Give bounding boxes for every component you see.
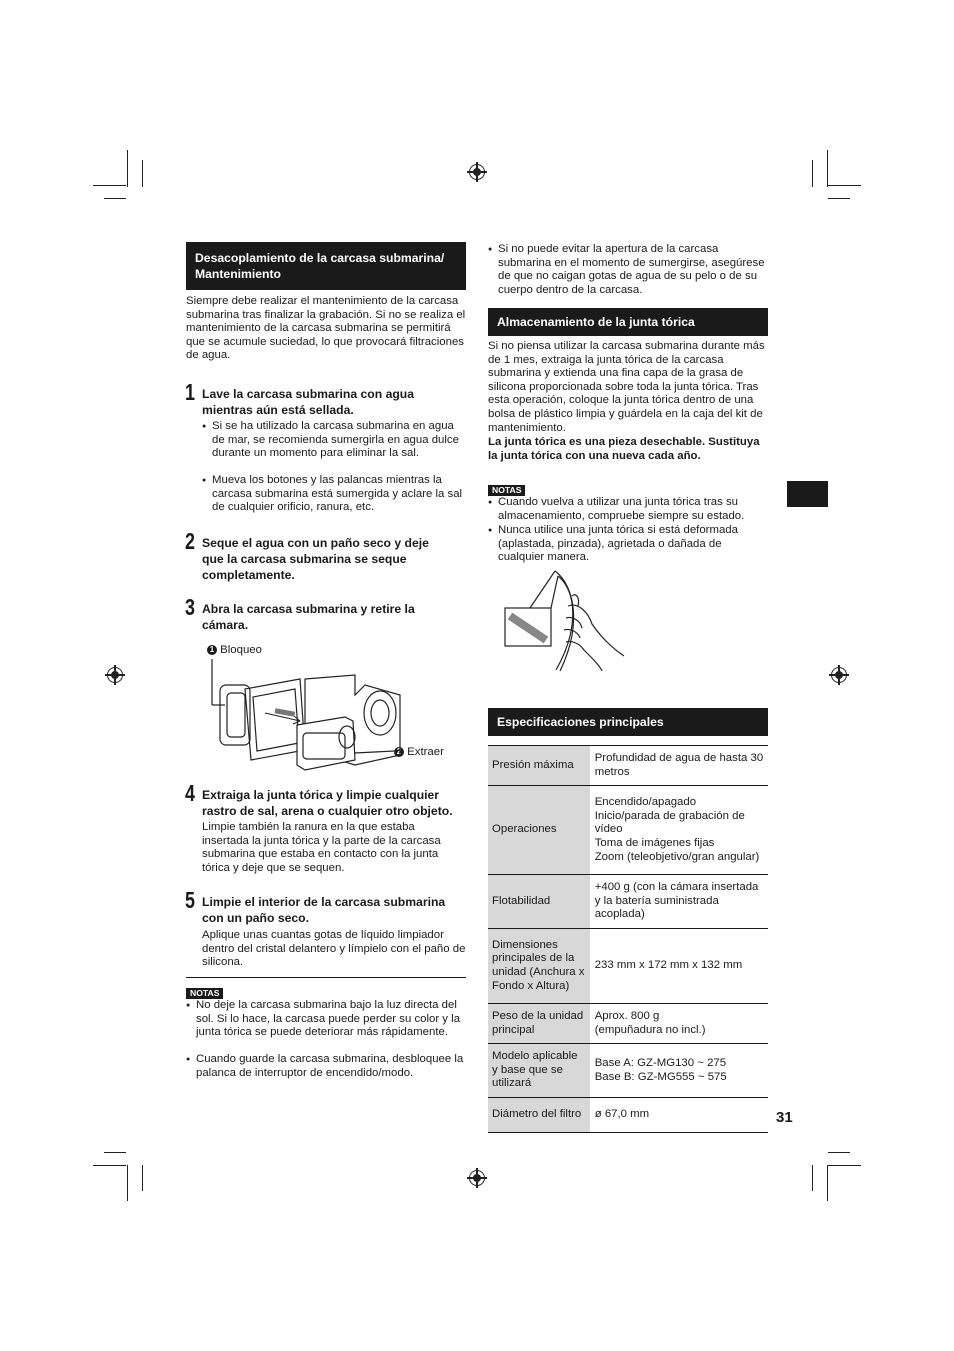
spec-key: Dimensiones principales de la unidad (Anchura x Fondo x Altura) [488,928,590,1003]
figure-callout-extract: 2 Extraer [394,746,444,758]
note-item: ● Nunca utilice una junta tórica si está deformada (aplastada, pinzada), agrietada o dañada de cualquier manera. [488,524,770,565]
spec-value: Encendido/apagado Inicio/parada de grabación de vídeo Toma de imágenes fijas Zoom (teleobjetivo/gran angular) [590,786,768,875]
step-body: Limpie también la ranura en la que estaba insertada la junta tórica y la parte de la carcasa submarina que estaba en contacto con la junta tórica y deje que se sequen. [202,821,441,874]
top-bullet: ● Si no puede evitar la apertura de la carcasa submarina en el momento de sumergirse, asegúrese de que no caigan gotas de agua de su pelo o de su cuerpo dentro de la carcasa. [488,243,774,297]
section-header-storage: Almacenamiento de la junta tórica [488,308,768,336]
step-title: Seque el agua con un paño seco y deje que la carcasa submarina se seque completamente. [202,536,429,582]
notes-label-left: NOTAS [186,988,223,999]
spec-key: Flotabilidad [488,875,590,929]
step-title: Limpie el interior de la carcasa submarina con un paño seco. [202,895,446,925]
spec-key: Modelo aplicable y base que se utilizará [488,1044,590,1098]
registration-mark-bottom [469,1170,485,1186]
o-ring-hand-illustration [500,566,630,676]
spec-value: Aprox. 800 g (empuñadura no incl.) [590,1003,768,1043]
table-row [488,786,768,875]
spec-value: ø 67,0 mm [590,1097,768,1132]
step-number: 1 [185,379,195,405]
note-item: ● No deje la carcasa submarina bajo la luz directa del sol. Si lo hace, la carcasa puede perder su color y la junta tórica se puede deteriorar más rápidamente. [186,999,466,1040]
notes-label-right: NOTAS [488,485,525,496]
step-title: Lave la carcasa submarina con agua mientras aún está sellada. [202,387,415,417]
spec-key: Operaciones [488,786,590,875]
registration-mark-right [831,667,847,683]
maintenance-intro: Siempre debe realizar el mantenimiento de la carcasa submarina tras finalizar la grabación. Si no se realiza el mantenimiento de la carcasa submarina se permitirá que se acumule suciedad, lo que provocará filtraciones de agua. [186,295,466,362]
divider [186,977,466,978]
registration-mark-left [107,667,123,683]
spec-value: +400 g (con la cámara insertada y la batería suministrada acoplada) [590,875,768,929]
note-item: ● Cuando guarde la carcasa submarina, desbloquee la palanca de interruptor de encendido/modo. [186,1053,476,1080]
step-bullet: ● Si se ha utilizado la carcasa submarina en agua de mar, se recomienda sumergirla en agua dulce durante un momento para eliminar la sal. [202,420,468,461]
step-body: Aplique unas cuantas gotas de líquido limpiador dentro del cristal delantero y límpielo con el paño de silicona. [202,929,466,969]
spec-value: Profundidad de agua de hasta 30 metros [590,746,768,786]
note-item: ● Cuando vuelva a utilizar una junta tórica tras su almacenamiento, compruebe siempre su estado. [488,496,770,523]
spec-value: Base A: GZ-MG130 ~ 275 Base B: GZ-MG555 ~ 575 [590,1044,768,1098]
table-row [488,1003,768,1043]
figure-callout-lock: 1 Bloqueo [207,644,262,656]
step-number: 5 [185,887,195,913]
registration-mark-top [469,164,485,180]
step-title: Extraiga la junta tórica y limpie cualquier rastro de sal, arena o cualquier otro objeto. [202,788,453,818]
step-title: Abra la carcasa submarina y retire la cámara. [202,602,415,632]
specs-table [488,745,768,1133]
table-row [488,1044,768,1098]
spec-value: 233 mm x 172 mm x 132 mm [590,928,768,1003]
step-number: 3 [185,594,195,620]
step-number: 4 [185,780,195,806]
spec-key: Presión máxima [488,746,590,786]
page-number: 31 [776,1109,793,1126]
spec-key: Diámetro del filtro [488,1097,590,1132]
housing-illustration [205,655,405,780]
storage-body: Si no piensa utilizar la carcasa submarina durante más de 1 mes, extraiga la junta tórica de la carcasa submarina y extienda una fina capa de la grasa de silicona proporcionada sobre toda la junta tórica. Tras esta operación, coloque la junta tórica dentro de una bolsa de plástico limpia y guárdela en la caja del kit de mantenimiento. [488,340,765,434]
table-row [488,746,768,786]
step-number: 2 [185,528,195,554]
section-tab-marker [787,481,828,507]
section-header-specs: Especificaciones principales [488,708,768,736]
spec-key: Peso de la unidad principal [488,1003,590,1043]
table-row [488,928,768,1003]
table-row [488,875,768,929]
section-header-maintenance: Desacoplamiento de la carcasa submarina/ Mantenimiento [186,242,466,290]
storage-warning: La junta tórica es una pieza desechable. Sustituya la junta tórica con una nueva cada año. [488,436,760,462]
step-bullet: ● Mueva los botones y las palancas mientras la carcasa submarina está sumergida y aclare la sal de cualquier orificio, ranura, etc. [202,474,468,515]
callout-number: 2 [394,747,404,757]
callout-number: 1 [207,645,217,655]
table-row [488,1097,768,1132]
